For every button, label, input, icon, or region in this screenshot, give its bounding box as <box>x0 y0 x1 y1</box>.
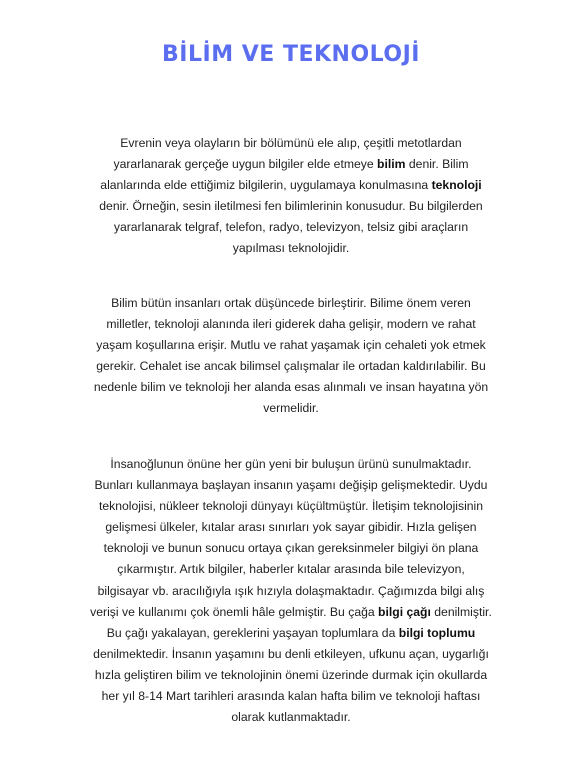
paragraph-line <box>44 707 538 728</box>
text-segment: vermelidir. <box>263 401 319 416</box>
paragraph-line <box>44 538 538 559</box>
text-segment: gerekir. Cehalet ise ancak bilimsel çalışmalar ile ortadan kaldırılabilir. Bu <box>96 359 486 374</box>
text-segment: İnsanoğlunun önüne her gün yeni bir buluşun ürünü sunulmaktadır. <box>110 457 472 471</box>
bold-term: bilgi çağı <box>378 604 431 619</box>
text-segment: çıkarmıştır. Artık bilgiler, haberler kıtalar arasında bile televizyon, <box>117 562 465 577</box>
text-segment: hızla geliştiren bilim ve teknolojinin önemi üzerinde durmak için okullarda <box>94 667 488 682</box>
text-segment: nedenle bilim ve teknoloji her alanda esas alınmalı ve insan hayatına yön <box>93 380 489 395</box>
text-segment: Bunları kullanmaya başlayan insanın yaşamı değişip gelişmektedir. Uydu <box>94 478 488 493</box>
text-segment: Bilim bütün insanları ortak düşüncede birleştirir. Bilime önem veren <box>111 296 471 310</box>
paragraph-line <box>44 602 538 623</box>
text-segment: denir. Bilim <box>405 157 469 172</box>
paragraph-line <box>44 217 538 238</box>
paragraph-1 <box>44 133 538 260</box>
paragraph-line <box>44 196 538 217</box>
text-segment: gelişmesi ülkeler, kıtalar arası sınırları yok sayar gibidir. Hızla gelişen <box>105 520 477 535</box>
paragraph-line <box>44 356 538 377</box>
text-segment: yararlanarak telgraf, telefon, radyo, televizyon, telsiz gibi araçların <box>113 220 469 235</box>
text-segment: teknoloji ve bunun sonucu ortaya çıkan gereksinmeler bilgiyi ön plana <box>103 541 479 556</box>
text-segment: yaşam koşullarına erişir. Mutlu ve rahat yaşamak için cehaleti yok etmek <box>96 338 486 353</box>
text-segment: her yıl 8-14 Mart tarihleri arasında kalan hafta bilim ve teknoloji haftası <box>101 689 481 704</box>
paragraph-line <box>44 133 538 154</box>
paragraph-line <box>44 175 538 196</box>
paragraph-line <box>44 314 538 335</box>
paragraph-line <box>44 154 538 175</box>
paragraph-line <box>44 559 538 580</box>
text-segment: olarak kutlanmaktadır. <box>231 710 351 725</box>
text-segment: verişi ve kullanımı çok önemli hâle gelmiştir. Bu çağa <box>90 604 379 619</box>
text-segment: denir. Örneğin, sesin iletilmesi fen bilimlerinin konusudur. Bu bilgilerden <box>99 199 483 214</box>
paragraph-line <box>44 496 538 517</box>
paragraph-line <box>44 665 538 686</box>
paragraph-line <box>44 581 538 602</box>
paragraph-line <box>44 293 538 314</box>
paragraph-line <box>44 238 538 259</box>
paragraph-line <box>44 475 538 496</box>
paragraph-2 <box>44 293 538 420</box>
text-segment: denilmiştir. <box>430 604 492 619</box>
text-segment: yapılması teknolojidir. <box>232 241 350 256</box>
text-segment: Evrenin veya olayların bir bölümünü ele alıp, çeşitli metotlardan <box>120 136 462 150</box>
text-segment: Bu çağı yakalayan, gereklerini yaşayan toplumlara da <box>106 625 399 640</box>
paragraph-line <box>44 377 538 398</box>
paragraph-line <box>44 644 538 665</box>
paragraph-3 <box>44 454 538 728</box>
text-segment: alanlarında elde ettiğimiz bilgilerin, uygulamaya konulmasına <box>100 178 432 193</box>
bold-term: bilim <box>377 157 406 172</box>
text-segment: denilmektedir. İnsanın yaşamını bu denli etkileyen, ufkunu açan, uygarlığı <box>93 646 489 661</box>
paragraph-line <box>44 623 538 644</box>
text-segment: teknolojisi, nükleer teknoloji dünyayı küçültmüştür. İletişim teknolojisinin <box>98 499 484 514</box>
paragraph-line <box>44 454 538 475</box>
paragraph-line <box>44 686 538 707</box>
text-segment: yararlanarak gerçeğe uygun bilgiler elde etmeye <box>113 157 378 172</box>
text-segment: bilgisayar vb. aracılığıyla ışık hızıyla dolaşmaktadır. Çağımızda bilgi alış <box>97 583 485 598</box>
paragraph-line <box>44 335 538 356</box>
page-title: BİLİM VE TEKNOLOJİ <box>162 42 420 67</box>
text-segment: milletler, teknoloji alanında ileri giderek daha gelişir, modern ve rahat <box>106 317 476 332</box>
paragraph-line <box>44 517 538 538</box>
bold-term: teknoloji <box>431 178 482 193</box>
bold-term: bilgi toplumu <box>398 625 476 640</box>
paragraph-line <box>44 398 538 419</box>
